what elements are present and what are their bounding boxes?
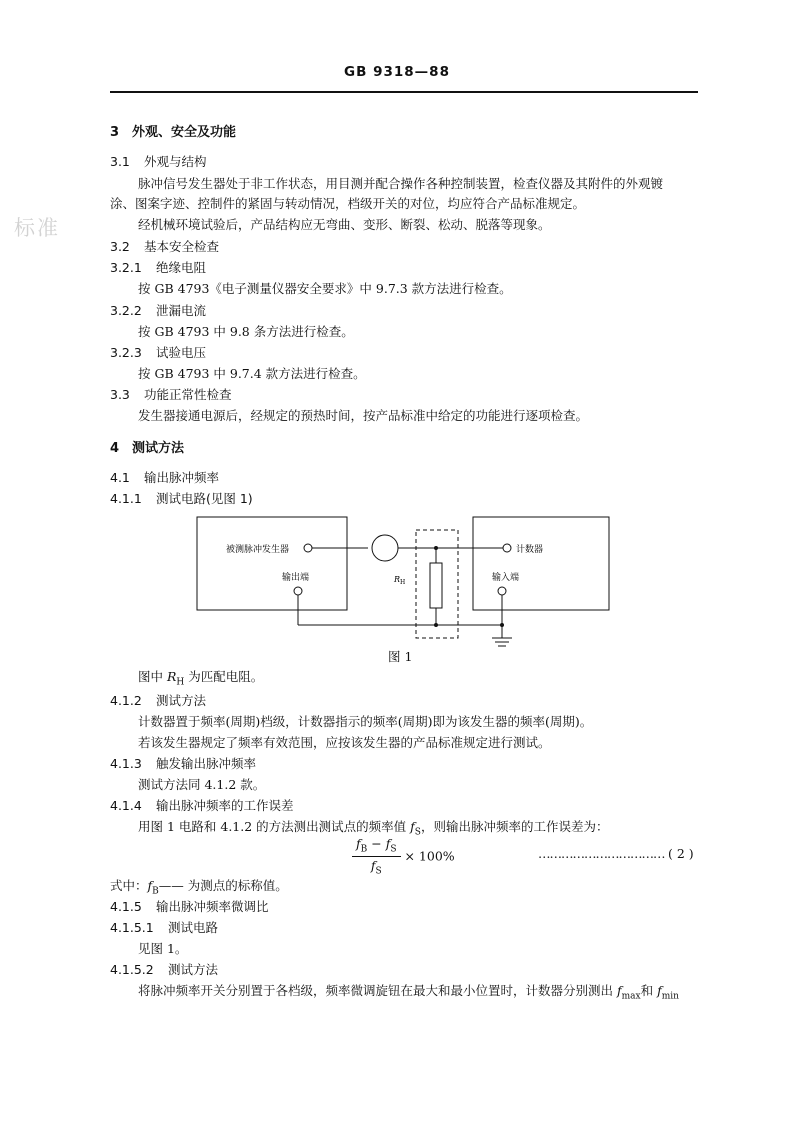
shield-box bbox=[416, 530, 458, 638]
where-text: —— 为测点的标称值。 bbox=[158, 878, 288, 893]
matching-resistor bbox=[430, 563, 442, 608]
leader-dots: …………………………… bbox=[538, 846, 665, 861]
section-title: 基本安全检查 bbox=[144, 239, 220, 254]
subscript: max bbox=[621, 991, 641, 1002]
section-3-3-heading bbox=[110, 385, 232, 403]
paragraph: 若该发生器规定了频率有效范围，应按该发生器的产品标准规定进行测试。 bbox=[138, 735, 551, 750]
section-title: 测试方法 bbox=[132, 441, 185, 456]
section-number: 3.3 bbox=[110, 387, 130, 402]
section-title: 外观、安全及功能 bbox=[132, 125, 237, 140]
paragraph-text: 用图 1 电路和 4.1.2 的方法测出测试点的频率值 bbox=[138, 819, 411, 834]
symbol: f bbox=[616, 983, 622, 998]
section-title: 触发输出脉冲频率 bbox=[156, 756, 257, 771]
symbol: f bbox=[147, 878, 153, 893]
input-label: 输入端 bbox=[492, 573, 520, 583]
paragraph-line: 涂、图案字迹、控制件的紧固与转动情况，档级开关的对位，均应符合产品标准规定。 bbox=[110, 196, 586, 211]
section-4-1-3-heading bbox=[110, 754, 256, 772]
section-number: 3.1 bbox=[110, 154, 130, 169]
section-4-1-5-heading bbox=[110, 897, 269, 915]
section-number: 3.2.1 bbox=[110, 260, 142, 275]
paragraph-text: ，则输出脉冲频率的工作误差为： bbox=[420, 819, 609, 834]
paragraph: 按 GB 4793 中 9.7.4 款方法进行检查。 bbox=[138, 366, 366, 381]
section-title: 输出脉冲频率的工作误差 bbox=[156, 798, 294, 813]
section-title: 测试方法 bbox=[156, 693, 207, 708]
section-3-2-heading bbox=[110, 237, 219, 255]
section-number: 3.2 bbox=[110, 239, 130, 254]
note-text: 图中 bbox=[138, 669, 167, 684]
symbol: f bbox=[657, 983, 662, 998]
section-4-1-4-heading bbox=[110, 796, 294, 814]
numerator: $f_B - f_S$ bbox=[352, 836, 401, 857]
generator-output-port bbox=[294, 587, 302, 595]
section-number: 4.1.5.2 bbox=[110, 962, 154, 977]
counter-box bbox=[473, 517, 609, 610]
subscript: B bbox=[152, 886, 159, 897]
section-title: 测试电路 bbox=[168, 920, 219, 935]
note-subscript: H bbox=[176, 677, 185, 688]
section-3-heading bbox=[110, 121, 236, 140]
paragraph bbox=[138, 817, 608, 838]
section-4-1-2-heading bbox=[110, 691, 206, 709]
paragraph: 计数器置于频率(周期)档级，计数器指示的频率(周期)即为该发生器的频率(周期)。 bbox=[138, 714, 593, 729]
where-clause bbox=[110, 876, 288, 897]
section-title: 泄漏电流 bbox=[156, 303, 207, 318]
section-number: 3 bbox=[110, 125, 120, 140]
section-number: 3.2.3 bbox=[110, 345, 142, 360]
counter-input-terminal bbox=[503, 544, 511, 552]
figure-caption: 图 1 bbox=[388, 649, 413, 664]
section-number: 4.1.4 bbox=[110, 798, 142, 813]
denominator: $f_S$ bbox=[370, 857, 382, 876]
note-symbol: R bbox=[166, 669, 177, 684]
paragraph: 发生器接通电源后，经规定的预热时间，按产品标准中给定的功能进行逐项检查。 bbox=[138, 408, 589, 423]
header-rule bbox=[110, 91, 698, 93]
test-circuit-diagram bbox=[190, 510, 620, 655]
paragraph: 按 GB 4793 中 9.8 条方法进行检查。 bbox=[138, 324, 354, 339]
note-text: 为匹配电阻。 bbox=[184, 669, 264, 684]
paragraph: 按 GB 4793《电子测量仪器安全要求》中 9.7.3 款方法进行检查。 bbox=[138, 281, 512, 296]
section-4-1-heading bbox=[110, 468, 219, 486]
generator-box bbox=[197, 517, 347, 610]
section-title: 输出脉冲频率微调比 bbox=[156, 899, 269, 914]
section-3-1-heading bbox=[110, 152, 207, 170]
standard-code: GB 9318—88 bbox=[344, 64, 450, 80]
generator-label: 被测脉冲发生器 bbox=[226, 545, 290, 555]
watermark: 标准 bbox=[14, 216, 60, 240]
section-number: 4 bbox=[110, 441, 120, 456]
paragraph-line: 脉冲信号发生器处于非工作状态，用目测并配合操作各种控制装置，检查仪器及其附件的外观镀 bbox=[138, 176, 664, 191]
section-number: 4.1.1 bbox=[110, 491, 142, 506]
section-number: 4.1.2 bbox=[110, 693, 142, 708]
section-4-1-5-2-heading bbox=[110, 960, 218, 978]
where-prefix: 式中： bbox=[110, 878, 148, 893]
section-4-1-1-heading bbox=[110, 489, 253, 507]
figure-note bbox=[138, 667, 263, 688]
section-title: 试验电压 bbox=[156, 345, 207, 360]
section-number: 4.1.5 bbox=[110, 899, 142, 914]
paragraph-text: 将脉冲频率开关分别置于各档级，频率微调旋钮在最大和最小位置时，计数器分别测出 bbox=[138, 983, 617, 998]
section-3-2-1-heading bbox=[110, 258, 206, 276]
resistor-label: $R_H$ bbox=[394, 575, 406, 586]
section-title: 输出脉冲频率 bbox=[144, 470, 220, 485]
section-3-2-2-heading bbox=[110, 301, 206, 319]
section-number: 4.1 bbox=[110, 470, 130, 485]
paragraph bbox=[138, 981, 679, 1002]
section-number: 4.1.5.1 bbox=[110, 920, 154, 935]
paragraph: 见图 1。 bbox=[138, 941, 188, 956]
paragraph: 经机械环境试验后，产品结构应无弯曲、变形、断裂、松动、脱落等现象。 bbox=[138, 217, 551, 232]
formula-multiplier: × 100% bbox=[400, 848, 455, 864]
section-number: 3.2.2 bbox=[110, 303, 142, 318]
output-label: 输出端 bbox=[282, 573, 310, 583]
subscript: S bbox=[414, 827, 421, 838]
section-title: 外观与结构 bbox=[144, 154, 207, 169]
section-4-1-5-1-heading bbox=[110, 918, 218, 936]
fraction bbox=[352, 836, 401, 876]
counter-label: 计数器 bbox=[516, 545, 544, 555]
section-title: 测试方法 bbox=[168, 962, 219, 977]
section-title: 功能正常性检查 bbox=[144, 387, 232, 402]
generator-output-terminal bbox=[304, 544, 312, 552]
equation-number: ( 2 ) bbox=[668, 846, 694, 861]
formula-2 bbox=[352, 836, 455, 876]
paragraph-text: 和 bbox=[640, 983, 658, 998]
paragraph: 测试方法同 4.1.2 款。 bbox=[138, 777, 266, 792]
section-3-2-3-heading bbox=[110, 343, 206, 361]
counter-input-port bbox=[498, 587, 506, 595]
section-title: 绝缘电阻 bbox=[156, 260, 207, 275]
subscript: min bbox=[661, 991, 679, 1002]
symbol: f bbox=[410, 819, 415, 834]
coax-connector bbox=[372, 535, 398, 561]
section-4-heading bbox=[110, 437, 184, 456]
section-title: 测试电路(见图 1) bbox=[156, 491, 253, 506]
section-number: 4.1.3 bbox=[110, 756, 142, 771]
